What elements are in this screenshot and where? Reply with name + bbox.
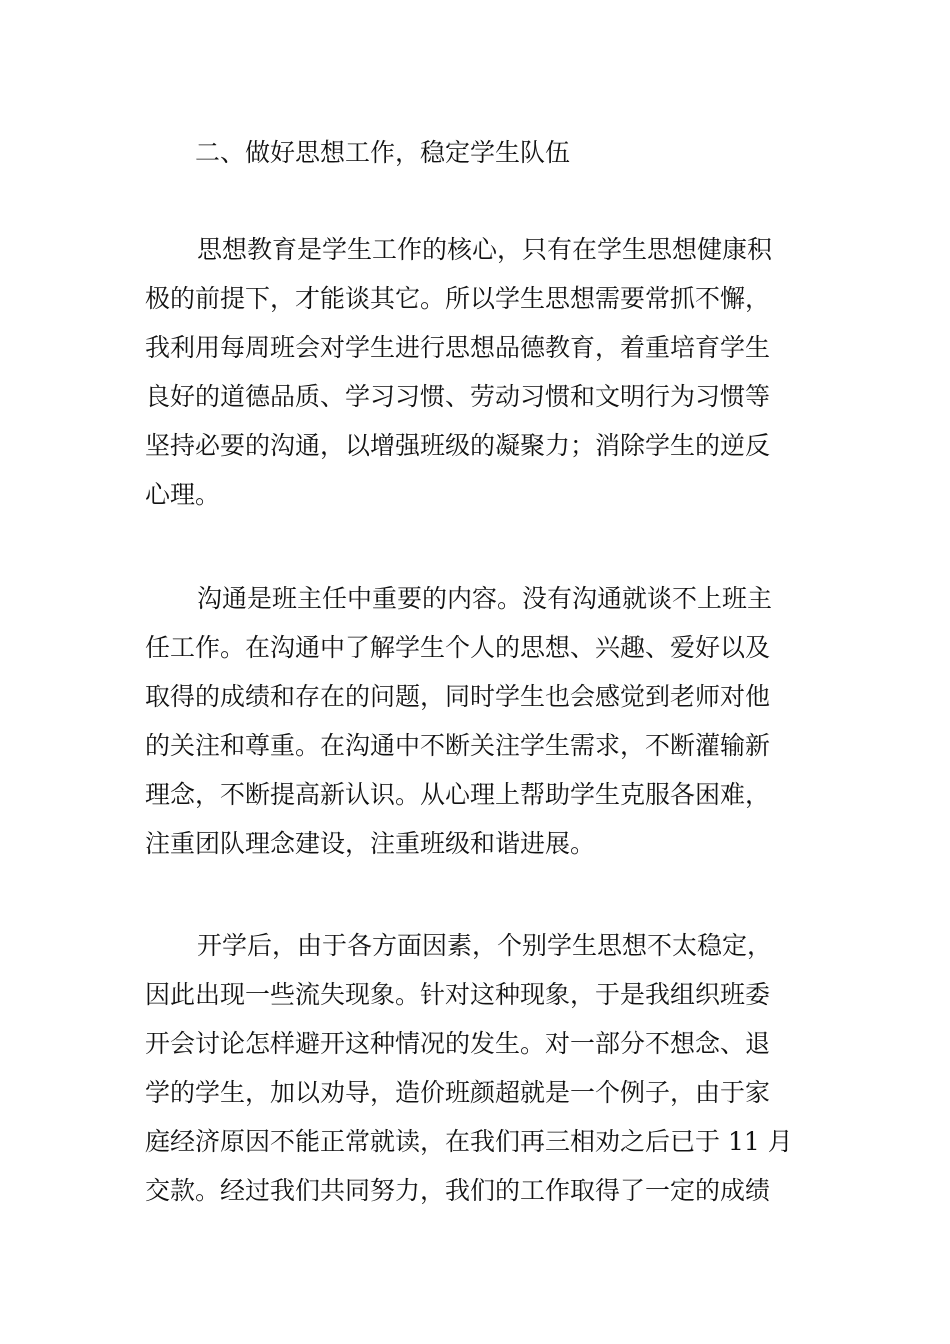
paragraph-line: 开学后，由于各方面因素，个别学生思想不太稳定， bbox=[197, 931, 773, 960]
paragraph-line: 学的学生，加以劝导，造价班颜超就是一个例子，由于家 bbox=[145, 1078, 771, 1107]
paragraph-line: 思想教育是学生工作的核心，只有在学生思想健康积 bbox=[197, 235, 773, 264]
paragraph-line: 交款。经过我们共同努力，我们的工作取得了一定的成绩 bbox=[145, 1176, 771, 1205]
section-heading: 二、做好思想工作，稳定学生队伍 bbox=[195, 138, 571, 167]
paragraph-line: 的关注和尊重。在沟通中不断关注学生需求，不断灌输新 bbox=[145, 731, 771, 760]
paragraph-line: 取得的成绩和存在的问题，同时学生也会感觉到老师对他 bbox=[145, 682, 771, 711]
paragraph-line: 心理。 bbox=[145, 480, 221, 509]
paragraph-line: 因此出现一些流失现象。针对这种现象，于是我组织班委 bbox=[145, 980, 771, 1009]
paragraph-line: 我利用每周班会对学生进行思想品德教育，着重培育学生 bbox=[145, 333, 771, 362]
paragraph-line: 极的前提下，才能谈其它。所以学生思想需要常抓不懈， bbox=[145, 284, 771, 313]
paragraph-line: 开会讨论怎样避开这种情况的发生。对一部分不想念、退 bbox=[145, 1029, 771, 1058]
paragraph-line: 坚持必要的沟通，以增强班级的凝聚力；消除学生的逆反 bbox=[145, 431, 771, 460]
paragraph-line: 庭经济原因不能正常就读，在我们再三相劝之后已于 11 月 bbox=[145, 1127, 793, 1156]
paragraph-student-retention bbox=[145, 921, 810, 1215]
paragraph-line: 任工作。在沟通中了解学生个人的思想、兴趣、爱好以及 bbox=[145, 633, 771, 662]
paragraph-communication bbox=[145, 574, 810, 868]
paragraph-line: 沟通是班主任中重要的内容。没有沟通就谈不上班主 bbox=[197, 584, 773, 613]
paragraph-ideological-education bbox=[145, 225, 810, 519]
paragraph-line: 良好的道德品质、学习习惯、劳动习惯和文明行为习惯等 bbox=[145, 382, 771, 411]
paragraph-line: 注重团队理念建设，注重班级和谐进展。 bbox=[145, 829, 596, 858]
paragraph-line: 理念，不断提高新认识。从心理上帮助学生克服各困难， bbox=[145, 780, 771, 809]
